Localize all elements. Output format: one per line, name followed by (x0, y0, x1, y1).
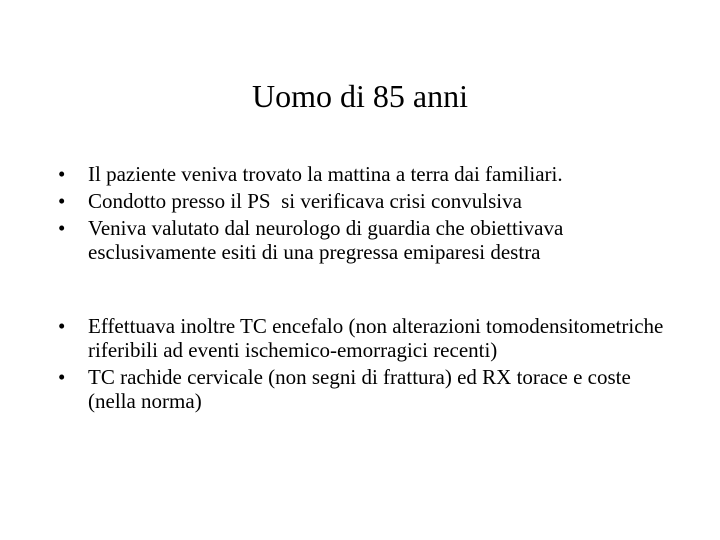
bullet-list-history (56, 162, 666, 267)
bullet-list-exams (56, 314, 666, 416)
slide-title: Uomo di 85 anni (252, 78, 468, 114)
list-item (56, 314, 666, 362)
bullet-icon: • (58, 314, 66, 338)
list-item-text: Il paziente veniva trovato la mattina a terra dai familiari. (88, 162, 563, 186)
bullet-icon: • (58, 189, 66, 213)
bullet-icon: • (58, 365, 66, 389)
list-item-text: Condotto presso il PS si verificava crisi convulsiva (88, 189, 522, 213)
list-item (56, 365, 666, 413)
bullet-icon: • (58, 162, 66, 186)
list-item-text: Veniva valutato dal neurologo di guardia che obiettivava esclusivamente esiti di una pregressa emiparesi destra (88, 216, 564, 264)
list-item-text: TC rachide cervicale (non segni di frattura) ed RX torace e coste (nella norma) (88, 365, 631, 413)
list-item-text: Effettuava inoltre TC encefalo (non alterazioni tomodensitometriche riferibili ad eventi ischemico-emorragici recenti) (88, 314, 664, 362)
list-item (56, 216, 666, 264)
list-item (56, 189, 666, 213)
list-item (56, 162, 666, 186)
bullet-icon: • (58, 216, 66, 240)
